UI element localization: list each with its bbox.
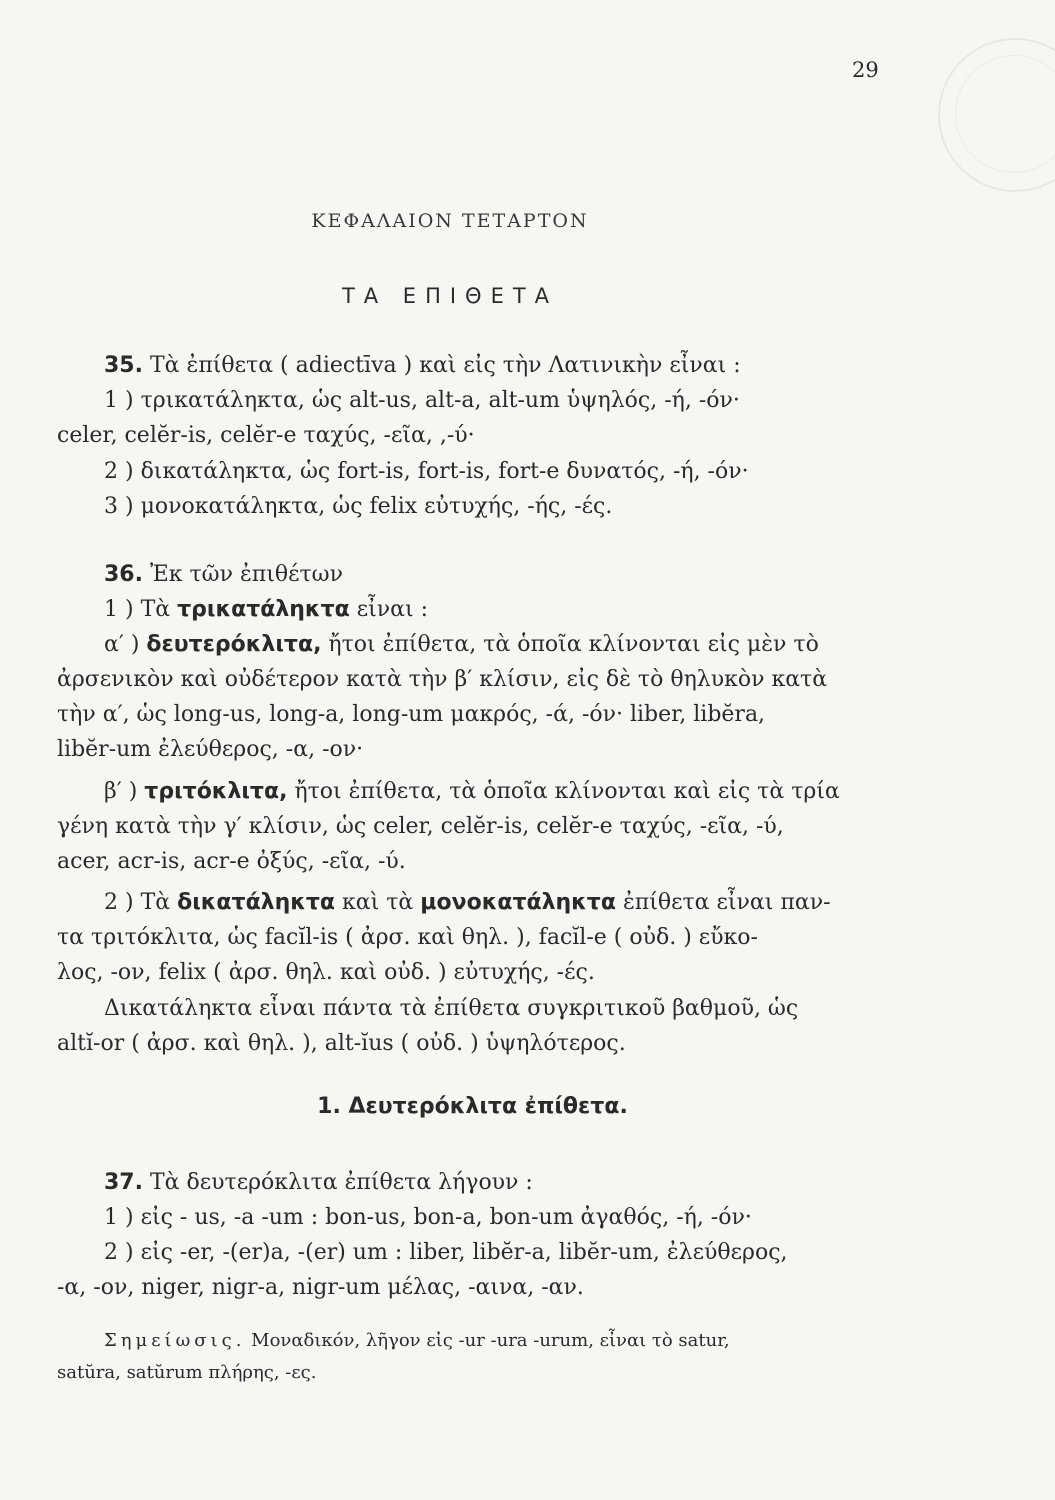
p36-comparative-line: Δικατάληκτα εἶναι πάντα τὰ ἐπίθετα συγκριτικοῦ βαθμοῦ, ὡς — [104, 996, 799, 1021]
p36-item-1 — [104, 595, 428, 625]
p37-item-1: 1 ) εἰς - us, -a -um : bon-us, bon-a, bon-um ἀγαθός, -ή, -όν· — [104, 1205, 752, 1230]
p36-item-2-line-2: τα τριτόκλιτα, ὡς facĭl-is ( ἀρσ. καὶ θηλ. ), facĭl-e ( οὐδ. ) εὔκο- — [57, 925, 758, 950]
p36-item-2 — [104, 888, 831, 918]
p36-item-b-line-2: γένη κατὰ τὴν γ′ κλίσιν, ὡς celer, celĕr-is, celĕr-e ταχύς, -εῖα, -ύ, — [57, 814, 784, 839]
library-stamp — [938, 38, 1055, 192]
p36-item-a — [104, 630, 819, 660]
p36-number: 36. — [104, 562, 143, 587]
p36-item-b — [104, 777, 840, 807]
p35-number: 35. — [104, 353, 143, 378]
note-text: Μοναδικόν, λῆγον εἰς -ur -ura -urum, εἶναι τὸ satur, — [251, 1330, 730, 1351]
term-deuteroklita: δευτερόκλιτα, — [146, 632, 322, 657]
p36-item-1-post: εἶναι : — [349, 597, 429, 622]
p36-item-a-pre: α′ ) — [104, 632, 147, 657]
p36-item-a-line-4: libĕr-um ἐλεύθερος, -α, -ον· — [57, 737, 364, 762]
p37-intro-line — [104, 1168, 533, 1198]
term-dikatalikta: δικατάληκτα — [177, 890, 336, 915]
p37-number: 37. — [104, 1170, 143, 1195]
p36-item-2-pre: 2 ) Τὰ — [104, 890, 178, 915]
p36-item-2-line-3: λος, -ον, felix ( ἀρσ. θηλ. καὶ οὐδ. ) εὐτυχής, -ές. — [57, 960, 595, 985]
p35-intro-line — [104, 351, 741, 381]
p36-item-2-mid: καὶ τὰ — [335, 890, 421, 915]
stamp-inner-ring — [955, 55, 1055, 173]
p35-item-1: 1 ) τρικατάληκτα, ὡς alt-us, alt-a, alt-um ὑψηλός, -ή, -όν· — [104, 388, 740, 413]
p36-item-2-post: ἐπίθετα εἶναι παν- — [615, 890, 831, 915]
p36-item-a-post: ἤτοι ἐπίθετα, τὰ ὁποῖα κλίνονται εἰς μὲν τὸ — [321, 632, 819, 657]
p35-item-1-cont: celer, celĕr-is, celĕr-e ταχύς, -εῖα, ,-ύ· — [57, 423, 475, 448]
p35-item-3: 3 ) μονοκατάληκτα, ὡς felix εὐτυχής, -ής, -ές. — [104, 494, 613, 519]
term-tritoklita: τριτόκλιτα, — [144, 779, 288, 804]
p37-item-2-cont: -α, -ον, niger, nigr-a, nigr-um μέλας, -αινα, -αν. — [57, 1275, 584, 1300]
p36-intro: Ἐκ τῶν ἐπιθέτων — [149, 562, 343, 587]
note-label: Σημείωσις. — [104, 1330, 246, 1351]
term-monokatalikta: μονοκατάληκτα — [420, 890, 616, 915]
p35-item-2: 2 ) δικατάληκτα, ὡς fort-is, fort-is, fort-e δυνατός, -ή, -όν· — [104, 459, 749, 484]
p36-item-a-line-2: ἀρσενικὸν καὶ οὐδέτερον κατὰ τὴν β′ κλίσιν, εἰς δὲ τὸ θηλυκὸν κατὰ — [57, 667, 828, 692]
p36-item-b-line-3: acer, acr-is, acr-e ὀξύς, -εῖα, -ύ. — [57, 849, 406, 874]
p36-item-b-post: ἤτοι ἐπίθετα, τὰ ὁποῖα κλίνονται καὶ εἰς τὰ τρία — [287, 779, 840, 804]
section-heading: ΤΑ ΕΠΙΘΕΤΑ — [341, 284, 559, 308]
term-trikatalikta: τρικατάληκτα — [177, 597, 350, 622]
p36-intro-line — [104, 560, 343, 590]
p36-comparative-line-2: altĭ-or ( ἀρσ. καὶ θηλ. ), alt-ĭus ( οὐδ. ) ὑψηλότερος. — [57, 1031, 626, 1056]
note-line-2: satŭra, satŭrum πλήρης, -ες. — [57, 1362, 317, 1383]
page-number: 29 — [852, 58, 879, 82]
note-line-1 — [104, 1326, 730, 1356]
chapter-heading: ΚΕΦΑΛΑΙΟΝ ΤΕΤΑΡΤΟΝ — [311, 210, 589, 232]
subsection-heading: 1. Δευτερόκλιτα ἐπίθετα. — [317, 1094, 628, 1119]
p36-item-a-line-3: τὴν α′, ὡς long-us, long-a, long-um μακρός, -ά, -όν· liber, libĕra, — [57, 702, 766, 727]
p37-item-2: 2 ) εἰς -er, -(er)a, -(er) um : liber, libĕr-a, libĕr-um, ἐλεύθερος, — [104, 1240, 788, 1265]
p37-intro: Τὰ δευτερόκλιτα ἐπίθετα λήγουν : — [149, 1170, 533, 1195]
p36-item-1-pre: 1 ) Τὰ — [104, 597, 178, 622]
p36-item-b-pre: β′ ) — [104, 779, 145, 804]
p35-intro: Τὰ ἐπίθετα ( adiectīva ) καὶ εἰς τὴν Λατινικὴν εἶναι : — [149, 353, 741, 378]
